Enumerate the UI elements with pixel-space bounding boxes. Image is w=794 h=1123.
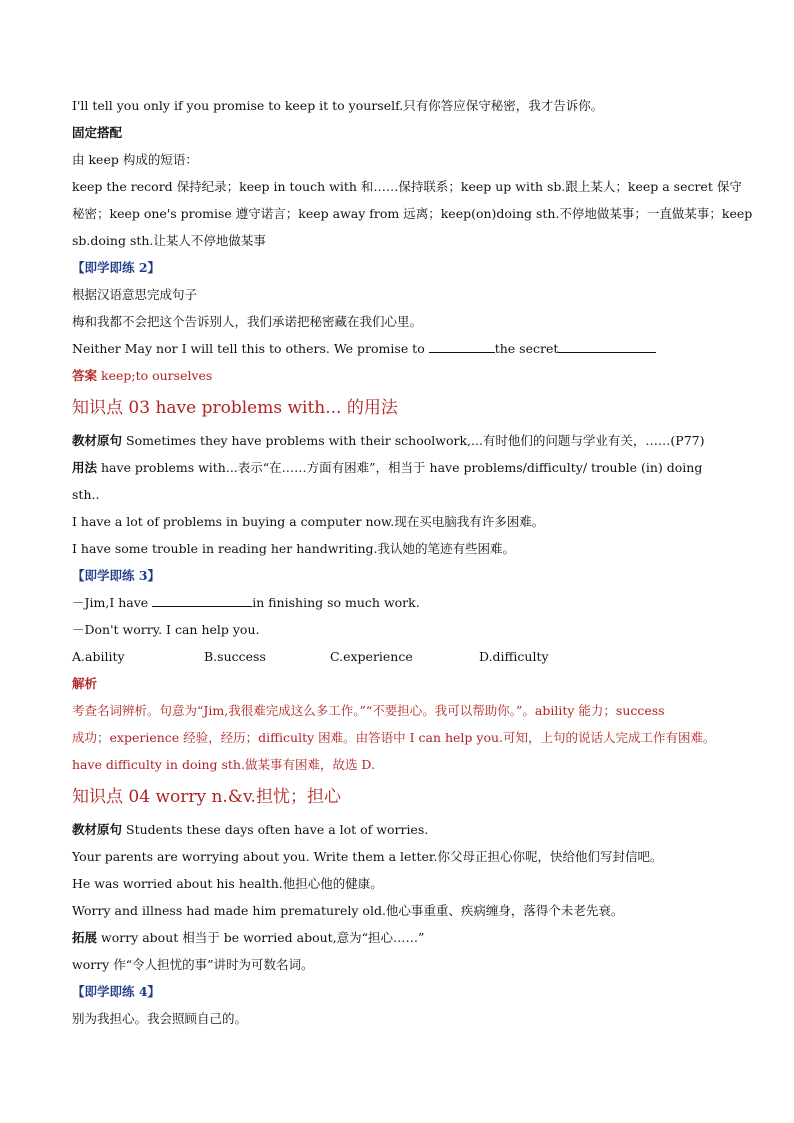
answer-text: keep;to ourselves bbox=[101, 368, 213, 383]
sentence-part: －Jim,I have bbox=[72, 595, 149, 610]
option-c[interactable]: C.experience bbox=[330, 649, 413, 664]
example-sentence: I'll tell you only if you promise to keep it to yourself.只有你答应保守秘密，我才告诉你。 bbox=[72, 98, 604, 113]
sentence-part: in finishing so much work. bbox=[252, 595, 420, 610]
phrases-intro: 由 keep 构成的短语： bbox=[72, 152, 198, 167]
source-label: 教材原句 bbox=[72, 822, 123, 837]
example-sentence: He was worried about his health.他担心他的健康。 bbox=[72, 876, 383, 891]
knowledge-point-04-heading: 知识点 04 worry n.&v.担忧；担心 bbox=[72, 787, 341, 807]
dialogue-line bbox=[72, 589, 727, 616]
extension-line bbox=[72, 924, 727, 951]
analysis-text: have difficulty in doing sth.做某事有困难，故选 D. bbox=[72, 757, 375, 772]
usage-line-cont: sth.. bbox=[72, 487, 100, 502]
practice-english-sentence bbox=[72, 335, 727, 362]
extension-text: worry about 相当于 be worried about,意为“担心……” bbox=[101, 930, 425, 945]
extension-label: 拓展 bbox=[72, 930, 98, 945]
usage-line bbox=[72, 454, 727, 481]
example-sentence: I have some trouble in reading her handwriting.我认她的笔迹有些困难。 bbox=[72, 541, 515, 556]
source-label: 教材原句 bbox=[72, 433, 123, 448]
example-sentence: Worry and illness had made him prematurely old.他心事重重、疾病缠身，落得个未老先衰。 bbox=[72, 903, 624, 918]
textbook-source bbox=[72, 427, 727, 454]
practice-tag-2: 【即学即练 2】 bbox=[72, 260, 161, 275]
analysis-label: 解析 bbox=[72, 676, 98, 691]
sentence-part: Neither May nor I will tell this to others. We promise to bbox=[72, 341, 425, 356]
phrases-line: sb.doing sth.让某人不停地做某事 bbox=[72, 233, 266, 248]
practice-tag-3: 【即学即练 3】 bbox=[72, 568, 161, 583]
answer-blank[interactable] bbox=[429, 339, 495, 353]
phrases-line: 秘密；keep one's promise 遵守诺言；keep away from 远离；keep(on)doing sth.不停地做某事；一直做某事；keep bbox=[72, 206, 753, 221]
analysis-text: 考查名词辨析。句意为“Jim,我很难完成这么多工作。”“不要担心。我可以帮助你。”。ability 能力；success bbox=[72, 703, 665, 718]
option-d[interactable]: D.difficulty bbox=[479, 649, 549, 664]
fixed-collocation-title: 固定搭配 bbox=[72, 125, 123, 140]
document-page bbox=[72, 92, 753, 1032]
practice-chinese-sentence: 梅和我都不会把这个告诉别人，我们承诺把秘密藏在我们心里。 bbox=[72, 314, 423, 329]
example-sentence: I have a lot of problems in buying a computer now.现在买电脑我有许多困难。 bbox=[72, 514, 545, 529]
option-b[interactable]: B.success bbox=[204, 649, 266, 664]
answer-label: 答案 bbox=[72, 368, 98, 383]
answer-options bbox=[72, 643, 727, 670]
source-text: Sometimes they have problems with their schoolwork,...有时他们的问题与学业有关，……(P77) bbox=[126, 433, 705, 448]
analysis-text: 成功；experience 经验，经历；difficulty 困难。由答语中 I can help you.可知，上句的说话人完成工作有困难。 bbox=[72, 730, 716, 745]
answer-line bbox=[72, 362, 727, 389]
countable-note: worry 作“令人担忧的事”讲时为可数名词。 bbox=[72, 957, 314, 972]
usage-text: have problems with...表示“在……方面有困难”，相当于 have problems/difficulty/ trouble (in) doing bbox=[101, 460, 703, 475]
practice-tag-4: 【即学即练 4】 bbox=[72, 984, 161, 999]
answer-blank[interactable] bbox=[558, 339, 656, 353]
dialogue-line: －Don't worry. I can help you. bbox=[72, 622, 260, 637]
option-a[interactable]: A.ability bbox=[72, 649, 125, 664]
practice-instruction: 根据汉语意思完成句子 bbox=[72, 287, 198, 302]
practice-chinese-sentence: 别为我担心。我会照顾自己的。 bbox=[72, 1011, 248, 1026]
sentence-part: the secret bbox=[494, 341, 559, 356]
answer-blank[interactable] bbox=[152, 593, 252, 607]
phrases-line: keep the record 保持纪录；keep in touch with 和……保持联系；keep up with sb.跟上某人；keep a secret 保守 bbox=[72, 179, 742, 194]
source-text: Students these days often have a lot of worries. bbox=[126, 822, 429, 837]
usage-label: 用法 bbox=[72, 460, 98, 475]
example-sentence: Your parents are worrying about you. Write them a letter.你父母正担心你呢，快给他们写封信吧。 bbox=[72, 849, 663, 864]
textbook-source bbox=[72, 816, 727, 843]
knowledge-point-03-heading: 知识点 03 have problems with... 的用法 bbox=[72, 398, 398, 418]
